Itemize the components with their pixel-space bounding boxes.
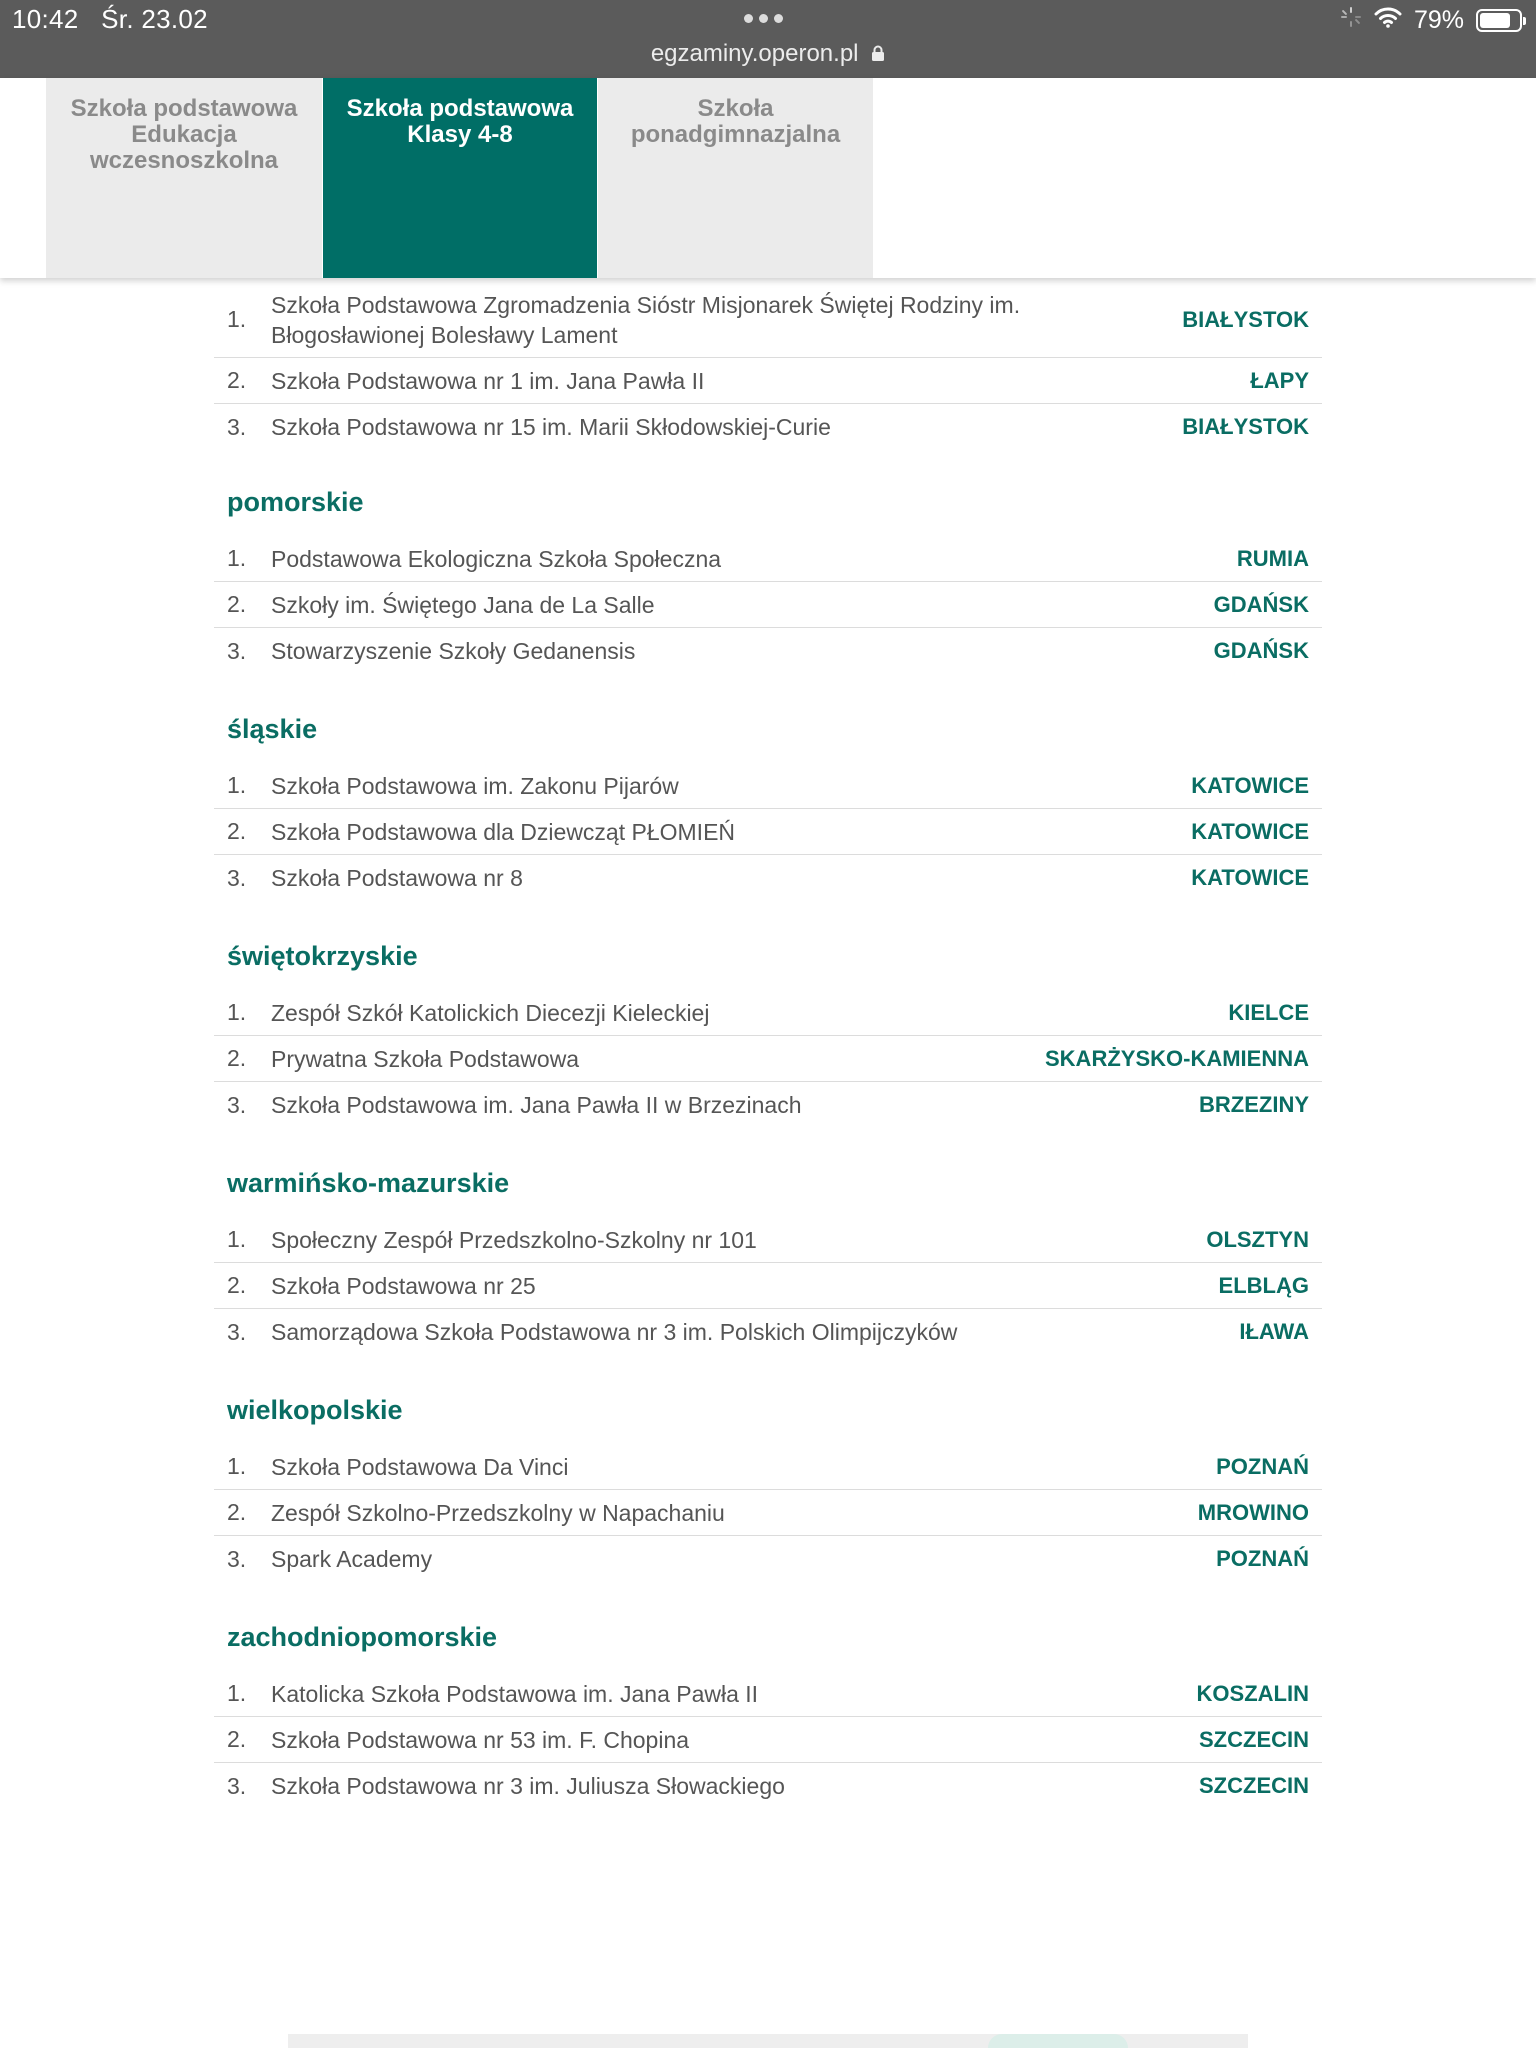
school-name: Szkoła Podstawowa nr 15 im. Marii Skłodowskiej-Curie [271,414,831,440]
school-name: Szkoła Podstawowa nr 1 im. Jana Pawła II [271,367,705,394]
table-row [214,582,1322,628]
table-row [214,1490,1322,1536]
school-list [214,1671,1322,1809]
region-group [214,1392,1322,1582]
table-row [214,763,1322,809]
row-number: 1. [227,1226,247,1252]
row-number: 3. [227,637,247,664]
region-heading: pomorskie [227,487,364,517]
status-bar [0,0,1536,78]
school-list [214,763,1322,901]
region-heading: wielkopolskie [227,1395,403,1425]
school-type-tabs [0,78,1536,278]
table-row [214,628,1322,674]
row-number: 3. [227,1091,247,1118]
status-time: 10:42 [12,4,79,34]
region-heading: świętokrzyskie [227,941,418,971]
lock-icon [871,41,885,69]
row-number: 2. [227,818,247,844]
school-name: Prywatna Szkoła Podstawowa [271,1045,580,1072]
row-number: 2. [227,1726,247,1752]
bottom-banner-edge [288,2034,1248,2048]
city-name: IŁAWA [1239,1319,1309,1344]
school-list [214,990,1322,1128]
row-number: 2. [227,1499,247,1525]
city-name: BIAŁYSTOK [1182,414,1309,439]
more-options-icon[interactable] [744,14,783,23]
status-date: Śr. 23.02 [101,4,208,34]
city-name: GDAŃSK [1213,591,1309,617]
school-name: Szkoła Podstawowa nr 53 im. F. Chopina [271,1726,690,1753]
address-bar[interactable] [0,40,1536,69]
row-number: 2. [227,1272,247,1298]
city-name: KATOWICE [1191,772,1309,798]
city-name: SZCZECIN [1199,1726,1309,1752]
row-number: 3. [227,413,247,440]
row-number: 2. [227,1045,247,1071]
school-list [214,1217,1322,1355]
wifi-icon [1374,6,1402,35]
city-name: KATOWICE [1191,818,1309,844]
table-row [214,404,1322,450]
table-row [214,358,1322,404]
ranking-list [214,282,1322,1809]
region-group [214,1619,1322,1809]
school-name: Szkoła Podstawowa Zgromadzenia Sióstr Misjonarek Świętej Rodziny im. Błogosławionej Bolesławy Lament [271,291,1021,348]
city-name: MROWINO [1197,1499,1309,1525]
table-row [214,1217,1322,1263]
school-name: Katolicka Szkoła Podstawowa im. Jana Pawła II [271,1680,759,1707]
school-name: Spark Academy [271,1546,433,1572]
city-name: KIELCE [1228,999,1309,1025]
school-name: Podstawowa Ekologiczna Szkoła Społeczna [271,545,722,572]
city-name: KOSZALIN [1196,1680,1309,1706]
row-number: 1. [227,1453,247,1479]
row-number: 3. [227,1772,247,1799]
school-name: Szkoła Podstawowa nr 25 [271,1272,536,1299]
school-name: Zespół Szkół Katolickich Diecezji Kieleckiej [271,999,710,1026]
row-number: 2. [227,591,247,617]
url-text: egzaminy.operon.pl [650,40,859,67]
row-number: 1. [227,772,247,798]
row-number: 3. [227,1545,247,1572]
table-row [214,1082,1322,1128]
row-number: 1. [227,545,247,571]
tab-grades-4-8[interactable]: Szkoła podstawowa Klasy 4-8 [323,78,597,278]
city-name: RUMIA [1236,545,1309,571]
region-heading: warmińsko-mazurskie [227,1168,510,1198]
battery-icon [1476,9,1522,32]
school-name: Zespół Szkolno-Przedszkolny w Napachaniu [271,1499,725,1526]
table-row [214,1309,1322,1355]
table-row [214,809,1322,855]
table-row [214,1536,1322,1582]
school-name: Szkoła Podstawowa im. Jana Pawła II w Brzezinach [271,1092,802,1118]
table-row [214,1263,1322,1309]
school-list [214,1444,1322,1582]
loading-spinner-icon [1340,6,1362,35]
table-row [214,990,1322,1036]
city-name: SZCZECIN [1199,1773,1309,1798]
region-group [214,711,1322,901]
school-name: Szkoła Podstawowa nr 8 [271,865,523,891]
table-row [214,282,1322,358]
region-group [214,1165,1322,1355]
row-number: 1. [227,306,247,332]
school-name: Stowarzyszenie Szkoły Gedanensis [271,638,636,664]
city-name: GDAŃSK [1213,638,1309,663]
city-name: OLSZTYN [1206,1226,1309,1252]
table-row [214,536,1322,582]
school-name: Szkoły im. Świętego Jana de La Salle [271,591,655,618]
school-name: Samorządowa Szkoła Podstawowa nr 3 im. Polskich Olimpijczyków [271,1319,958,1345]
regions-container [214,484,1322,1809]
school-name: Szkoła Podstawowa im. Zakonu Pijarów [271,772,679,799]
city-name: BIAŁYSTOK [1182,306,1309,332]
status-indicators [1340,6,1522,35]
school-name: Szkoła Podstawowa nr 3 im. Juliusza Słowackiego [271,1773,785,1799]
school-name: Szkoła Podstawowa dla Dziewcząt PŁOMIEŃ [271,818,736,845]
battery-percent: 79% [1413,6,1464,34]
row-number: 1. [227,999,247,1025]
city-name: POZNAŃ [1216,1453,1309,1479]
status-time-date [12,4,208,35]
region-group [214,938,1322,1128]
region-heading: śląskie [227,714,318,744]
table-row [214,1671,1322,1717]
region-heading: zachodniopomorskie [227,1622,498,1652]
row-number: 3. [227,864,247,891]
school-name: Szkoła Podstawowa Da Vinci [271,1453,569,1480]
city-name: ŁAPY [1250,367,1309,393]
city-name: KATOWICE [1191,865,1309,890]
table-row [214,1717,1322,1763]
row-number: 2. [227,367,247,393]
table-row [214,1036,1322,1082]
school-name: Społeczny Zespół Przedszkolno-Szkolny nr 101 [271,1226,757,1253]
table-row [214,855,1322,901]
region-group [214,484,1322,674]
tab-early-education[interactable]: Szkoła podstawowa Edukacja wczesnoszkolna [46,78,322,278]
table-row [214,1444,1322,1490]
table-row [214,1763,1322,1809]
city-name: BRZEZINY [1199,1092,1309,1117]
row-number: 3. [227,1318,247,1345]
tab-secondary-school[interactable]: Szkoła ponadgimnazjalna [598,78,873,278]
school-list [214,536,1322,674]
city-name: SKARŻYSKO-KAMIENNA [1045,1045,1309,1071]
city-name: POZNAŃ [1216,1546,1309,1571]
region-group-podlaskie [214,282,1322,450]
city-name: ELBLĄG [1218,1272,1309,1298]
row-number: 1. [227,1680,247,1706]
